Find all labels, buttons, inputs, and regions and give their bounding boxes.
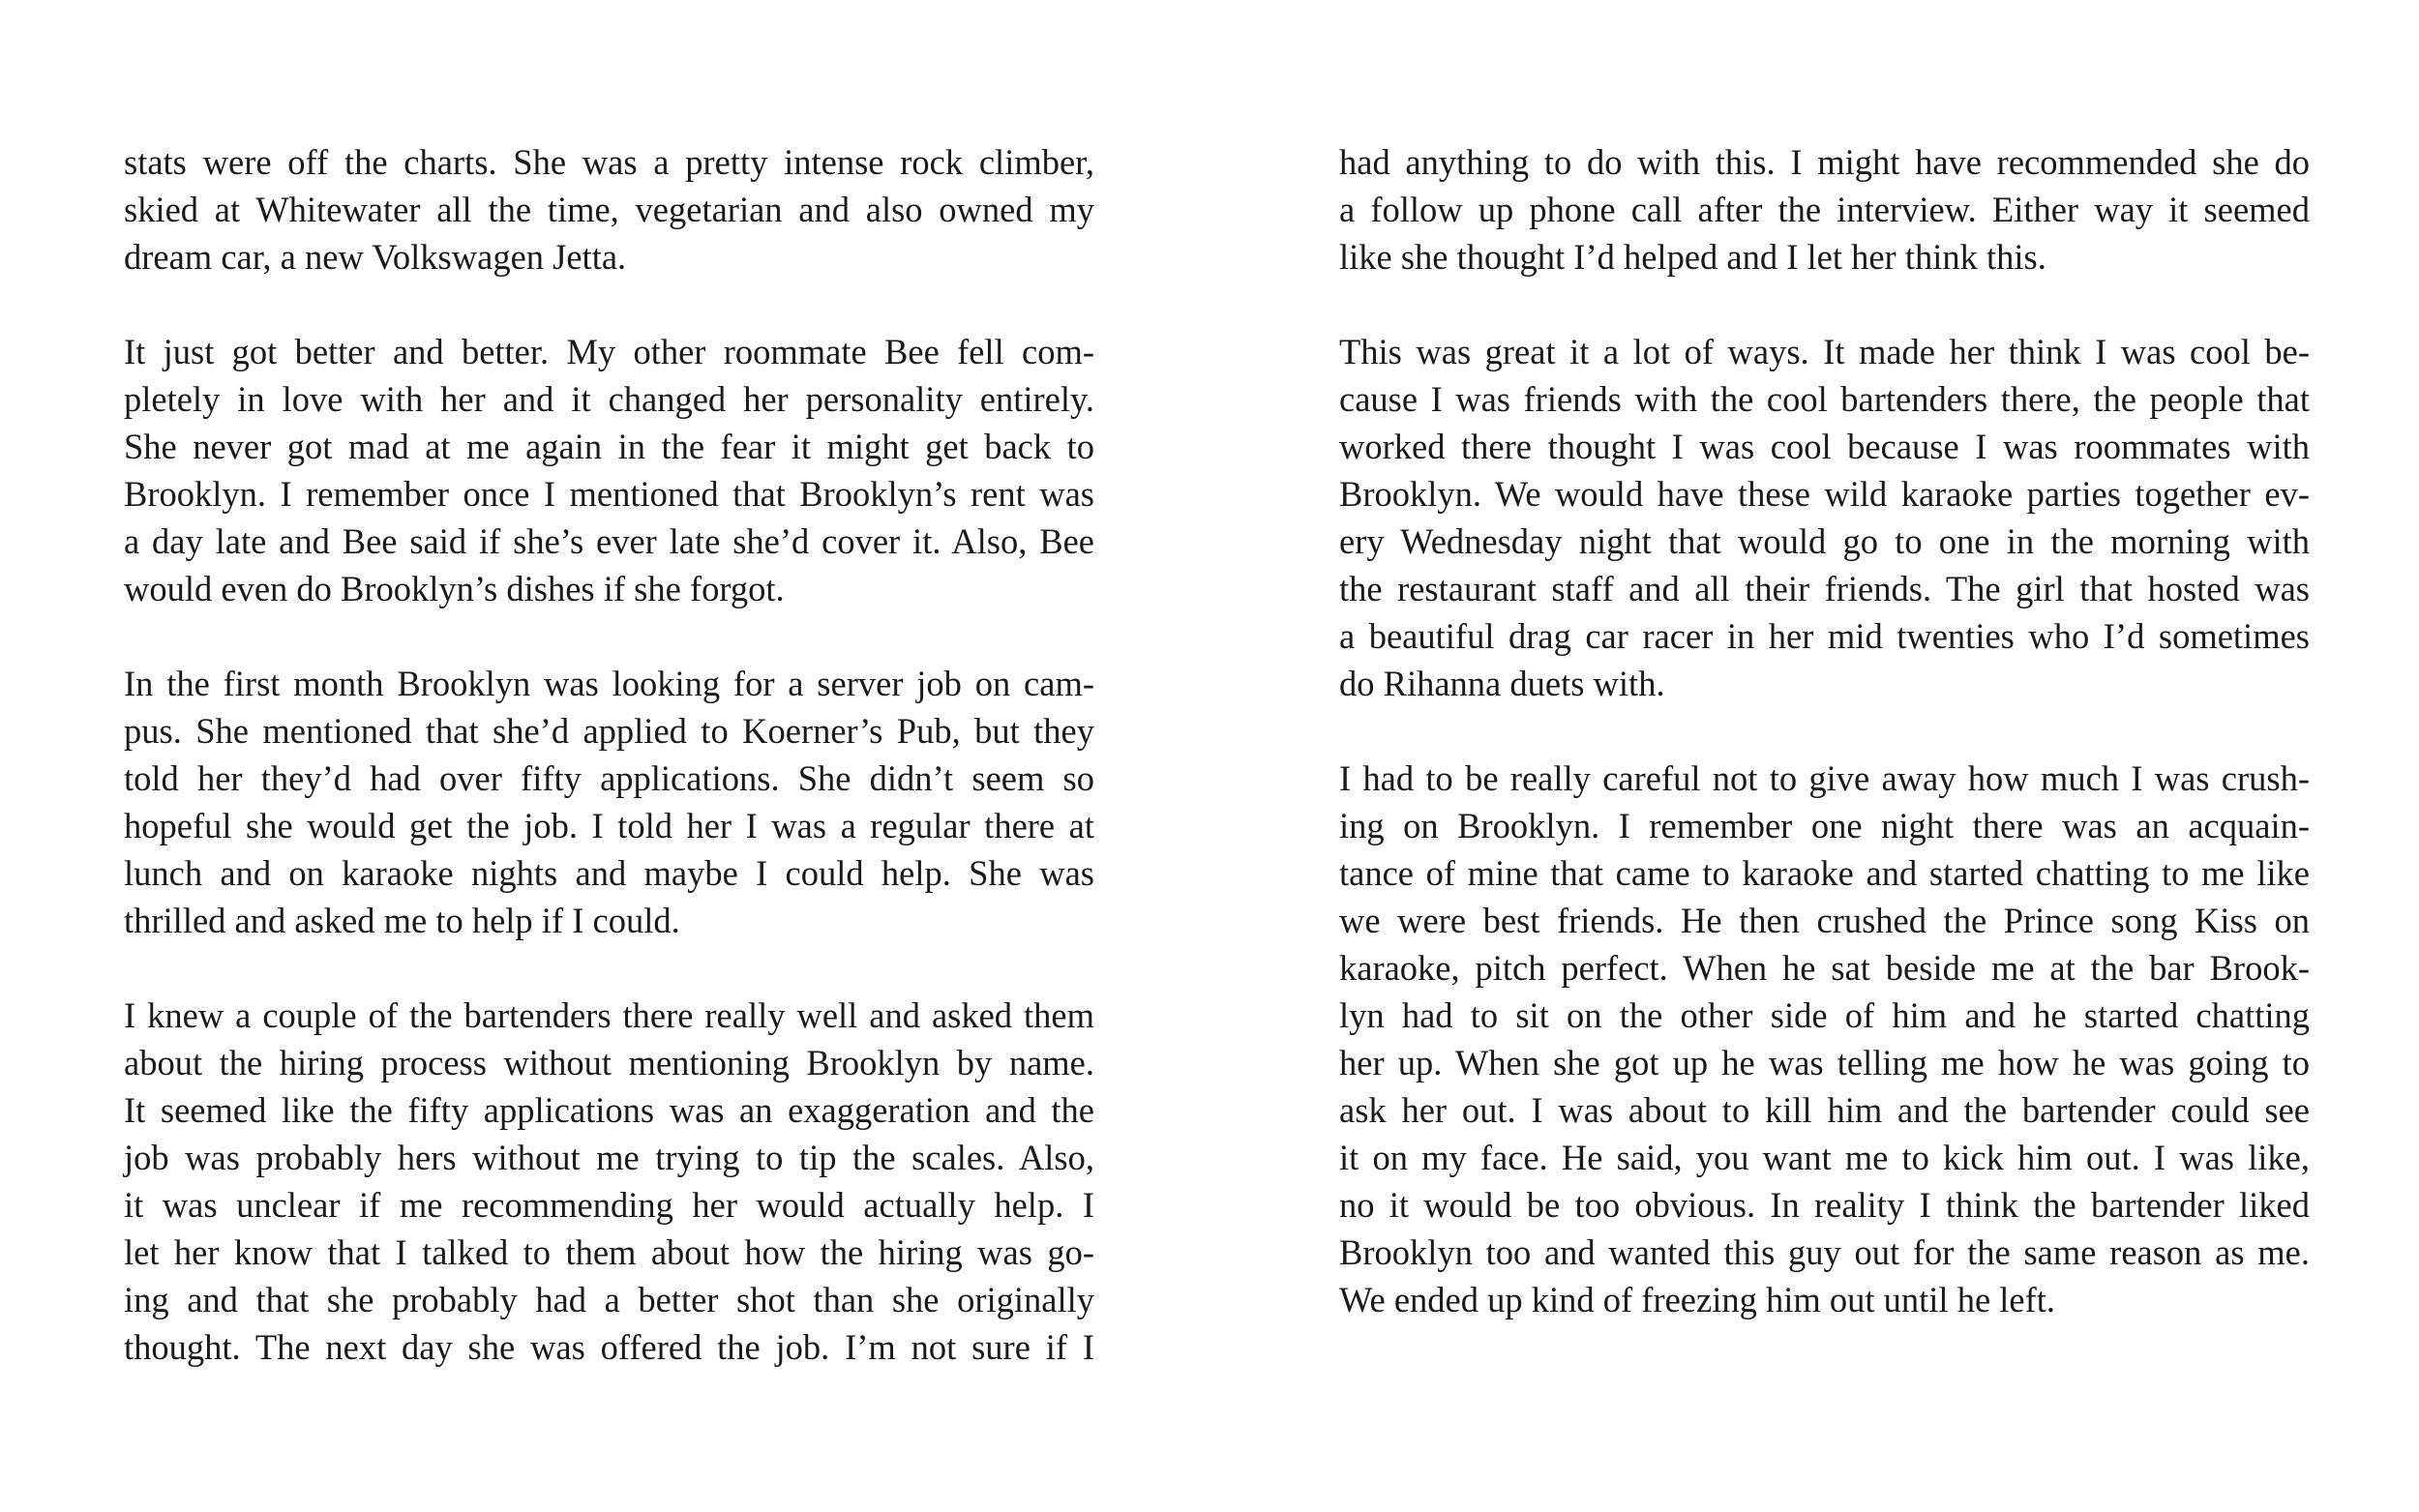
text-line: it was unclear if me recommending her would actually help. I (124, 1185, 1094, 1225)
text-line: lyn had to sit on the other side of him and he started chatting (1339, 995, 2310, 1035)
paragraph (1339, 138, 2310, 281)
text-line: stats were off the charts. She was a pretty intense rock climber, (124, 142, 1094, 182)
text-line: ask her out. I was about to kill him and the bartender could see (1339, 1090, 2310, 1130)
paragraph (124, 138, 1094, 281)
text-line: her up. When she got up he was telling me how he was going to (1339, 1043, 2310, 1082)
text-line: job was probably hers without me trying to tip the scales. Also, (124, 1138, 1094, 1177)
text-line: the restaurant staff and all their friends. The girl that hosted was (1339, 569, 2310, 608)
text-line: a day late and Bee said if she’s ever late she’d cover it. Also, Bee (124, 521, 1094, 561)
text-line: had anything to do with this. I might have recommended she do (1339, 142, 2310, 182)
text-line: ing and that she probably had a better shot than she originally (124, 1280, 1094, 1319)
paragraph (124, 328, 1094, 612)
left-page (124, 138, 1094, 1418)
text-line: Brooklyn too and wanted this guy out for the same reason as me. (1339, 1232, 2310, 1272)
text-line: a follow up phone call after the interview. Either way it seemed (1339, 190, 2310, 229)
text-line: Brooklyn. We would have these wild karaoke parties together ev- (1339, 474, 2310, 514)
text-line: It just got better and better. My other roommate Bee fell com- (124, 332, 1094, 371)
paragraph (1339, 328, 2310, 707)
text-line: told her they’d had over fifty applications. She didn’t seem so (124, 758, 1094, 798)
text-line: pus. She mentioned that she’d applied to Koerner’s Pub, but they (124, 711, 1094, 751)
paragraph (124, 660, 1094, 944)
right-page (1339, 138, 2310, 1371)
text-line: I knew a couple of the bartenders there really well and asked them (124, 995, 1094, 1035)
text-line: do Rihanna duets with. (1339, 664, 1665, 703)
text-line: She never got mad at me again in the fear it might get back to (124, 427, 1094, 466)
text-line: Brooklyn. I remember once I mentioned that Brooklyn’s rent was (124, 474, 1094, 514)
text-line: pletely in love with her and it changed her personality entirely. (124, 379, 1094, 419)
text-line: would even do Brooklyn’s dishes if she forgot. (124, 569, 785, 608)
text-line: dream car, a new Volkswagen Jetta. (124, 237, 627, 277)
text-line: tance of mine that came to karaoke and started chatting to me like (1339, 853, 2310, 893)
text-line: lunch and on karaoke nights and maybe I could help. She was (124, 853, 1094, 893)
text-line: hopeful she would get the job. I told her I was a regular there at (124, 806, 1094, 845)
text-line: In the first month Brooklyn was looking for a server job on cam- (124, 664, 1094, 703)
text-line: We ended up kind of freezing him out until he left. (1339, 1280, 2056, 1319)
text-line: no it would be too obvious. In reality I think the bartender liked (1339, 1185, 2310, 1225)
text-line: we were best friends. He then crushed the Prince song Kiss on (1339, 901, 2310, 940)
text-line: about the hiring process without mentioning Brooklyn by name. (124, 1043, 1094, 1082)
text-line: ery Wednesday night that would go to one in the morning with (1339, 521, 2310, 561)
text-line: worked there thought I was cool because I was roommates with (1339, 427, 2310, 466)
text-line: like she thought I’d helped and I let her think this. (1339, 237, 2046, 277)
paragraph (124, 992, 1094, 1371)
text-line: it on my face. He said, you want me to kick him out. I was like, (1339, 1138, 2310, 1177)
text-line: ing on Brooklyn. I remember one night there was an acquain- (1339, 806, 2310, 845)
text-line: cause I was friends with the cool bartenders there, the people that (1339, 379, 2310, 419)
text-line: let her know that I talked to them about how the hiring was go- (124, 1232, 1094, 1272)
text-line: thought. The next day she was offered the job. I’m not sure if I (124, 1327, 1094, 1367)
text-line: a beautiful drag car racer in her mid twenties who I’d sometimes (1339, 616, 2310, 656)
text-line: I had to be really careful not to give away how much I was crush- (1339, 758, 2310, 798)
text-line: skied at Whitewater all the time, vegetarian and also owned my (124, 190, 1094, 229)
text-line: It seemed like the fifty applications was an exaggeration and the (124, 1090, 1094, 1130)
text-line: karaoke, pitch perfect. When he sat beside me at the bar Brook- (1339, 948, 2310, 988)
paragraph (1339, 755, 2310, 1323)
text-line: thrilled and asked me to help if I could. (124, 901, 680, 940)
text-line: This was great it a lot of ways. It made her think I was cool be- (1339, 332, 2310, 371)
